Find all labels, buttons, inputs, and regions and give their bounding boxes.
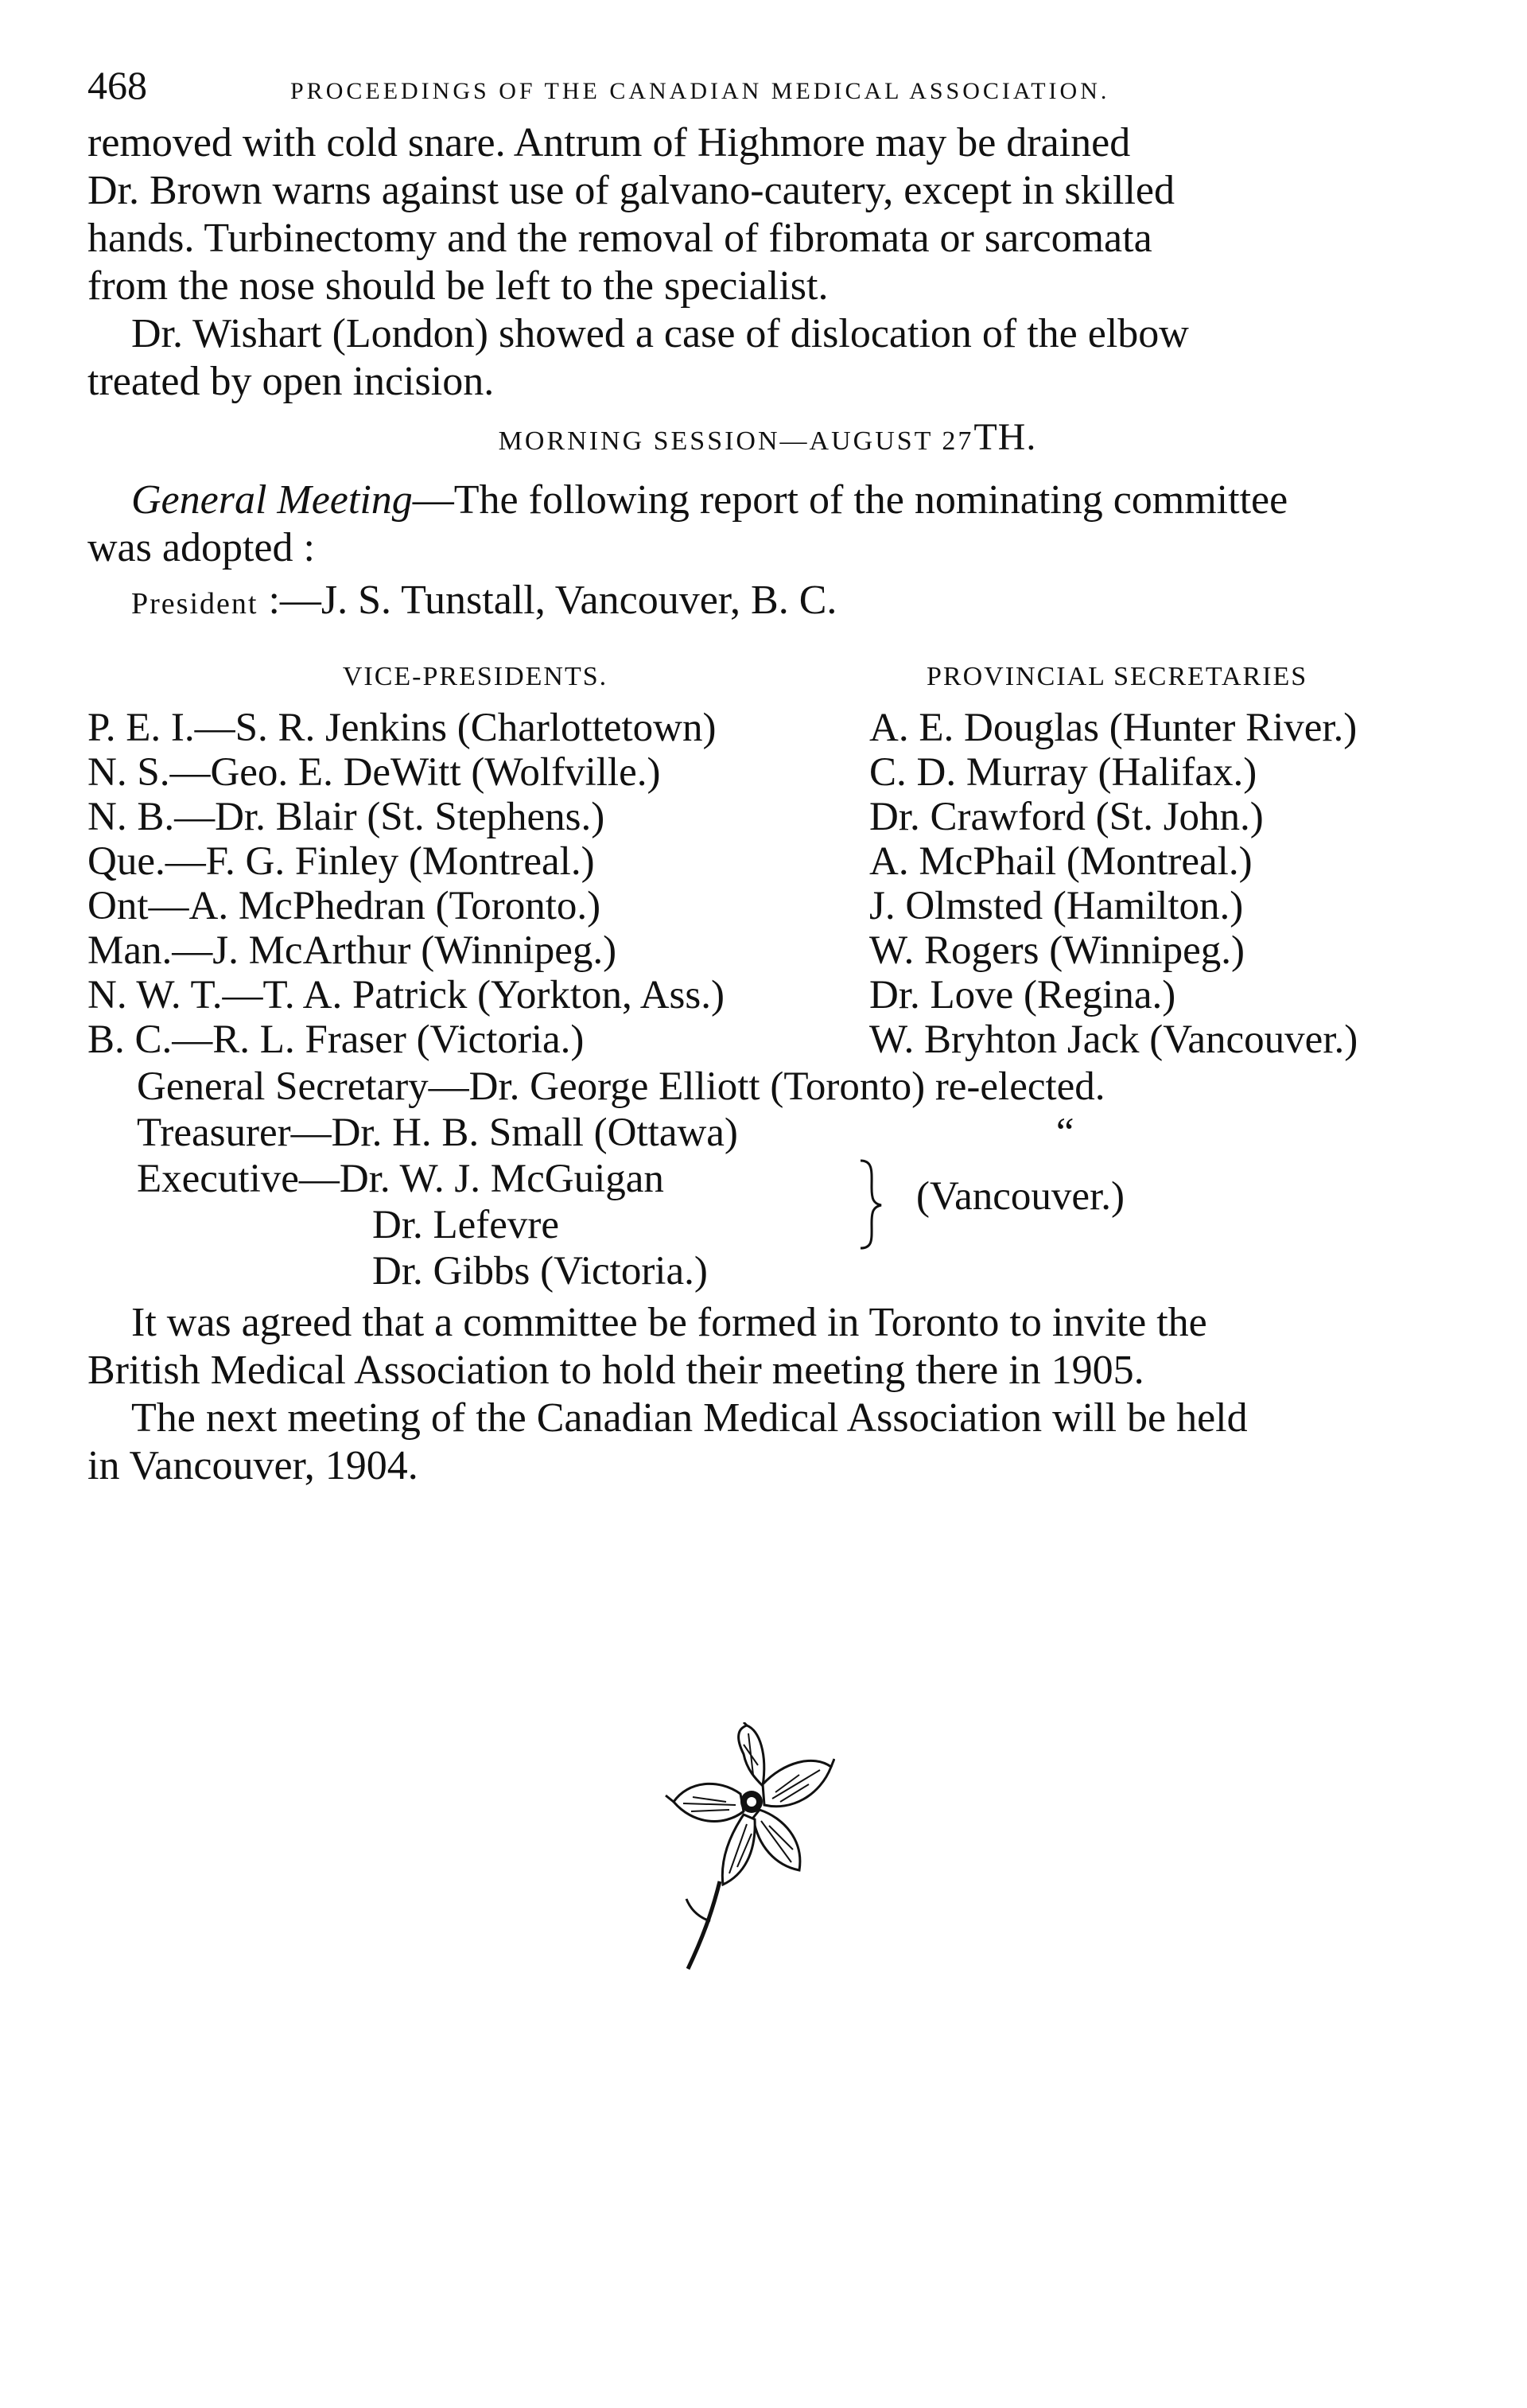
- vice-president-row: Ont—A. McPhedran (Toronto.): [87, 884, 601, 928]
- text-line: The next meeting of the Canadian Medical Association will be held: [131, 1395, 1248, 1441]
- vice-president-row: Man.—J. McArthur (Winnipeg.): [87, 928, 617, 973]
- page-header: [87, 48, 1447, 119]
- executive-block: [137, 1156, 1447, 1294]
- provincial-secretary-row: W. Rogers (Winnipeg.): [869, 928, 1245, 973]
- president-line: [87, 577, 1447, 628]
- provincial-secretary-row: J. Olmsted (Hamilton.): [869, 884, 1244, 928]
- general-officers: [87, 1064, 1447, 1294]
- text-line: treated by open incision.: [87, 359, 495, 404]
- treasurer-text: Treasurer—Dr. H. B. Small (Ottawa): [137, 1111, 738, 1155]
- vice-president-row: B. C.—R. L. Fraser (Victoria.): [87, 1017, 585, 1062]
- provincial-secretary-row: A. E. Douglas (Hunter River.): [869, 706, 1358, 750]
- provincial-secretary-row: Dr. Love (Regina.): [869, 973, 1176, 1017]
- vice-presidents-heading: VICE-PRESIDENTS.: [342, 662, 608, 691]
- officers-table: [87, 655, 1447, 1062]
- provincial-secretary-row: W. Bryhton Jack (Vancouver.): [869, 1017, 1358, 1062]
- text-line: removed with cold snare. Antrum of Highmore may be drained: [87, 120, 1131, 165]
- running-head: PROCEEDINGS OF THE CANADIAN MEDICAL ASSOCIATION.: [290, 78, 1110, 104]
- text-line: from the nose should be left to the specialist.: [87, 263, 829, 309]
- text-line: hands. Turbinectomy and the removal of fibromata or sarcomata: [87, 216, 1152, 261]
- paragraph-next-meeting: [87, 1395, 1447, 1490]
- executive-city: (Vancouver.): [916, 1174, 1125, 1219]
- ditto-mark: “: [1055, 1111, 1074, 1155]
- paragraph-wishart: [87, 310, 1447, 406]
- general-secretary-line: General Secretary—Dr. George Elliott (Toronto) re-elected.: [137, 1064, 1105, 1109]
- session-suffix: TH.: [973, 416, 1037, 458]
- curly-brace-icon: [853, 1156, 908, 1251]
- vice-president-row: N. W. T.—T. A. Patrick (Yorkton, Ass.): [87, 973, 725, 1017]
- text-line: [87, 477, 1447, 524]
- paragraph-british-association: [87, 1299, 1447, 1395]
- executive-line: Executive—Dr. W. J. McGuigan: [137, 1157, 664, 1201]
- vice-presidents-column: [87, 655, 863, 1062]
- treasurer-line: [137, 1110, 1447, 1156]
- vice-president-row: N. B.—Dr. Blair (St. Stephens.): [87, 795, 605, 839]
- executive-member: Dr. Lefevre: [372, 1203, 560, 1247]
- paragraph-nose-treatment: [87, 119, 1447, 310]
- session-heading: [87, 415, 1447, 459]
- vice-president-row: Que.—F. G. Finley (Montreal.): [87, 839, 595, 884]
- provincial-secretary-row: A. McPhail (Montreal.): [869, 839, 1253, 884]
- president-value: :—J. S. Tunstall, Vancouver, B. C.: [258, 578, 837, 623]
- executive-member: Dr. Gibbs (Victoria.): [372, 1249, 708, 1293]
- provincial-secretary-row: C. D. Murray (Halifax.): [869, 750, 1257, 795]
- trillium-flower-ornament-icon: [664, 1722, 835, 1977]
- paragraph-general-meeting: [87, 477, 1447, 572]
- president-label: President: [131, 587, 258, 620]
- vice-president-row: N. S.—Geo. E. DeWitt (Wolfville.): [87, 750, 661, 795]
- text-line: in Vancouver, 1904.: [87, 1443, 418, 1488]
- provincial-secretary-row: Dr. Crawford (St. John.): [869, 795, 1264, 839]
- session-title: MORNING SESSION—AUGUST 27: [498, 426, 974, 456]
- text-line: British Medical Association to hold their meeting there in 1905.: [87, 1348, 1144, 1393]
- provincial-secretaries-column: [863, 655, 1447, 1062]
- vice-president-row: P. E. I.—S. R. Jenkins (Charlottetown): [87, 706, 717, 750]
- page-number: 468: [87, 63, 147, 107]
- provincial-secretaries-heading: PROVINCIAL SECRETARIES: [927, 662, 1308, 691]
- text-line: Dr. Wishart (London) showed a case of dislocation of the elbow: [131, 311, 1189, 356]
- general-meeting-text: —The following report of the nominating committee: [412, 477, 1288, 523]
- general-meeting-label: General Meeting: [131, 477, 413, 523]
- document-page: [87, 48, 1447, 1490]
- text-line: was adopted :: [87, 525, 315, 570]
- text-line: Dr. Brown warns against use of galvano-cautery, except in skilled: [87, 168, 1175, 213]
- text-line: It was agreed that a committee be formed in Toronto to invite the: [131, 1300, 1207, 1345]
